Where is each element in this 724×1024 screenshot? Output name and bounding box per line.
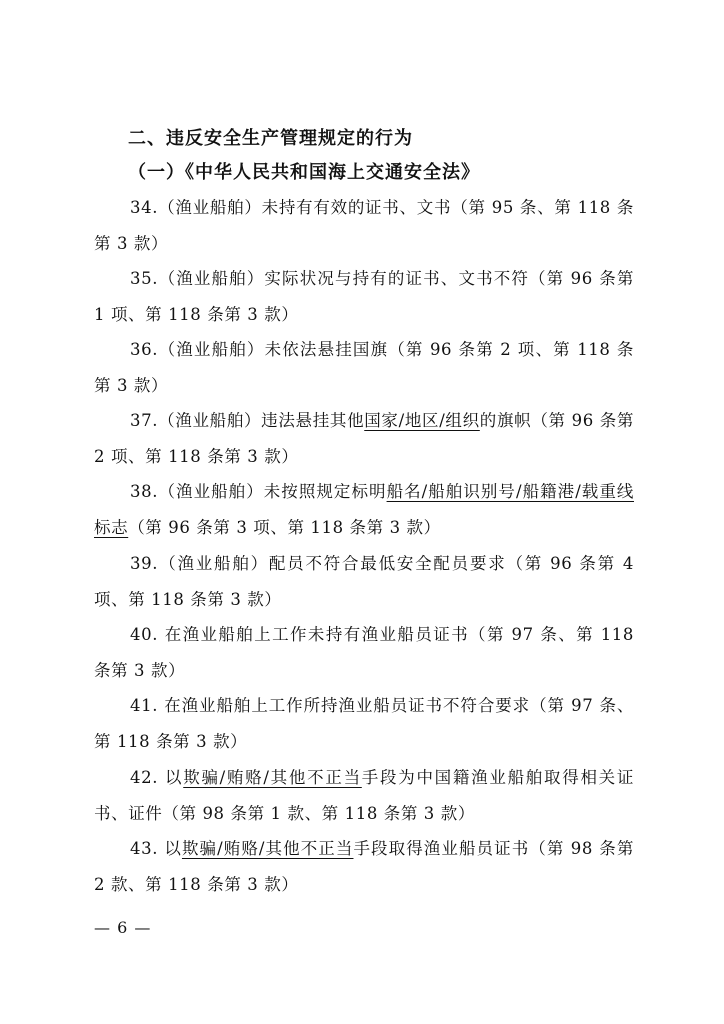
list-item: 36.（渔业船舶）未依法悬挂国旗（第 96 条第 2 项、第 118 条第 3 款） [94,340,634,395]
list-item: 37.（渔业船舶）违法悬挂其他国家/地区/组织的旗帜（第 96 条第 2 项、第 118 条第 3 款） [94,411,634,466]
list-item: 35.（渔业船舶）实际状况与持有的证书、文书不符（第 96 条第 1 项、第 118 条第 3 款） [94,269,634,324]
list-item: 38.（渔业船舶）未按照规定标明船名/船舶识别号/船籍港/载重线标志（第 96 条第 3 项、第 118 条第 3 款） [94,482,634,537]
page-number: — 6 — [94,918,152,937]
list-item: 41. 在渔业船舶上工作所持渔业船员证书不符合要求（第 97 条、第 118 条第 3 款） [94,696,634,751]
list-item: 39.（渔业船舶）配员不符合最低安全配员要求（第 96 条第 4 项、第 118 条第 3 款） [94,554,634,609]
list-item: 34.（渔业船舶）未持有有效的证书、文书（第 95 条、第 118 条第 3 款） [94,198,634,253]
list-item: 40. 在渔业船舶上工作未持有渔业船员证书（第 97 条、第 118 条第 3 款） [94,625,634,680]
law-title-heading: （一）《中华人民共和国海上交通安全法》 [128,162,480,183]
list-item: 43. 以欺骗/贿赂/其他不正当手段取得渔业船员证书（第 98 条第 2 款、第 118 条第 3 款） [94,839,634,894]
section-heading: 二、违反安全生产管理规定的行为 [128,128,413,149]
list-item: 42. 以欺骗/贿赂/其他不正当手段为中国籍渔业船舶取得相关证书、证件（第 98 条第 1 款、第 118 条第 3 款） [94,768,634,823]
